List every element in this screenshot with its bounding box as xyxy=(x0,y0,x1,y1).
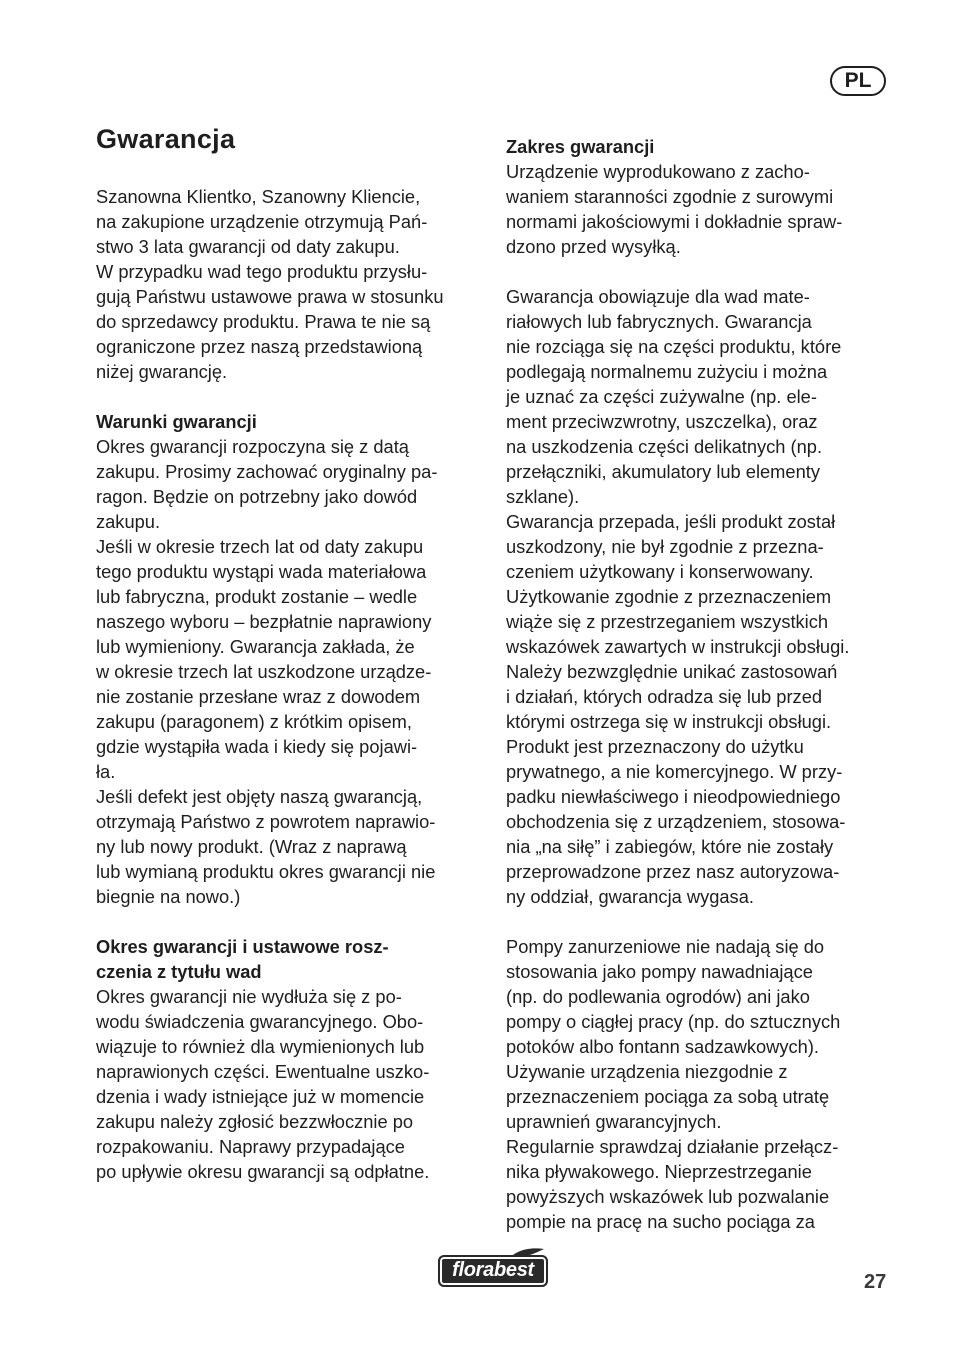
page-number: 27 xyxy=(864,1271,887,1293)
right-column xyxy=(506,134,896,1234)
warunki-heading: Warunki gwarancji xyxy=(96,411,257,432)
zakres-heading: Zakres gwarancji xyxy=(506,136,655,157)
left-column xyxy=(96,184,486,1184)
logo-text: florabest xyxy=(452,1259,534,1281)
florabest-logo xyxy=(438,1247,550,1289)
page-title: Gwarancja xyxy=(96,124,236,154)
okres-heading: Okres gwarancji i ustawowe rosz- czenia z tytułu wad xyxy=(96,936,389,982)
intro-paragraph: Szanowna Klientko, Szanowny Kliencie, na zakupione urządzenie otrzymują Pań- stwo 3 lata gwarancji od daty zakupu. W przypadku wad tego produktu przysłu- gują Państwu ustawowe prawa w stosunku do sprzedawcy produktu. Prawa te nie są ograniczone przez naszą przedstawioną niżej gwarancję. xyxy=(96,186,444,382)
language-badge: PL xyxy=(830,66,886,96)
zakres-paragraph: Urządzenie wyprodukowano z zacho- waniem staranności zgodnie z surowymi normami jakościowymi i dokładnie spraw- dzono przed wysyłką. xyxy=(506,161,843,257)
pompy-paragraph: Pompy zanurzeniowe nie nadają się do stosowania jako pompy nawadniające (np. do podlewania ogrodów) ani jako pompy o ciągłej pracy (np. do sztucznych potoków albo fontann sadzawkowych). Używanie urządzenia niezgodnie z przeznaczeniem pociąga za sobą utratę uprawnień gwarancyjnych. Regularnie sprawdzaj działanie przełącz- nika pływakowego. Nieprzestrzeganie powyższych wskazówek lub pozwalanie pompie na pracę na sucho pociąga za xyxy=(506,936,841,1232)
okres-paragraph: Okres gwarancji nie wydłuża się z po- wodu świadczenia gwarancyjnego. Obo- wiązuje to również dla wymienionych lub naprawionych części. Ewentualne uszko- dzenia i wady istniejące już w momencie zakupu należy zgłosić bezzwłocznie po rozpakowaniu. Naprawy przypadające po upływie okresu gwarancji są odpłatne. xyxy=(96,986,430,1182)
obowiazuje-paragraph: Gwarancja obowiązuje dla wad mate- riałowych lub fabrycznych. Gwarancja nie rozciąga się na części produktu, które podlegają normalnemu zużyciu i można je uznać za części zużywalne (np. ele- ment przeciwzwrotny, uszczelka), oraz na uszkodzenia części delikatnych (np. przełączniki, akumulatory lub elementy szklane). Gwarancja przepada, jeśli produkt został uszkodzony, nie był zgodnie z przezna- czeniem użytkowany i konserwowany. Użytkowanie zgodnie z przeznaczeniem wiąże się z przestrzeganiem wszystkich wskazówek zawartych w instrukcji obsługi. Należy bezwzględnie unikać zastosowań i działań, których odradza się lub przed którymi ostrzega się w instrukcji obsługi. Produkt jest przeznaczony do użytku prywatnego, a nie komercyjnego. W przy- padku niewłaściwego i nieodpowiedniego obchodzenia się z urządzeniem, stosowa- nia „na siłę” i zabiegów, które nie zostały przeprowadzone przez nasz autoryzowa- ny oddział, gwarancja wygasa. xyxy=(506,286,850,907)
warunki-paragraph: Okres gwarancji rozpoczyna się z datą zakupu. Prosimy zachować oryginalny pa- ragon. Będzie on potrzebny jako dowód zakupu. Jeśli w okresie trzech lat od daty zakupu tego produktu wystąpi wada materiałowa lub fabryczna, produkt zostanie – wedle naszego wyboru – bezpłatnie naprawiony lub wymieniony. Gwarancja zakłada, że w okresie trzech lat uszkodzone urządze- nie zostanie przesłane wraz z dowodem zakupu (paragonem) z krótkim opisem, gdzie wystąpiła wada i kiedy się pojawi- ła. Jeśli defekt jest objęty naszą gwarancją, otrzymają Państwo z powrotem naprawio- ny lub nowy produkt. (Wraz z naprawą lub wymianą produktu okres gwarancji nie biegnie na nowo.) xyxy=(96,436,438,907)
